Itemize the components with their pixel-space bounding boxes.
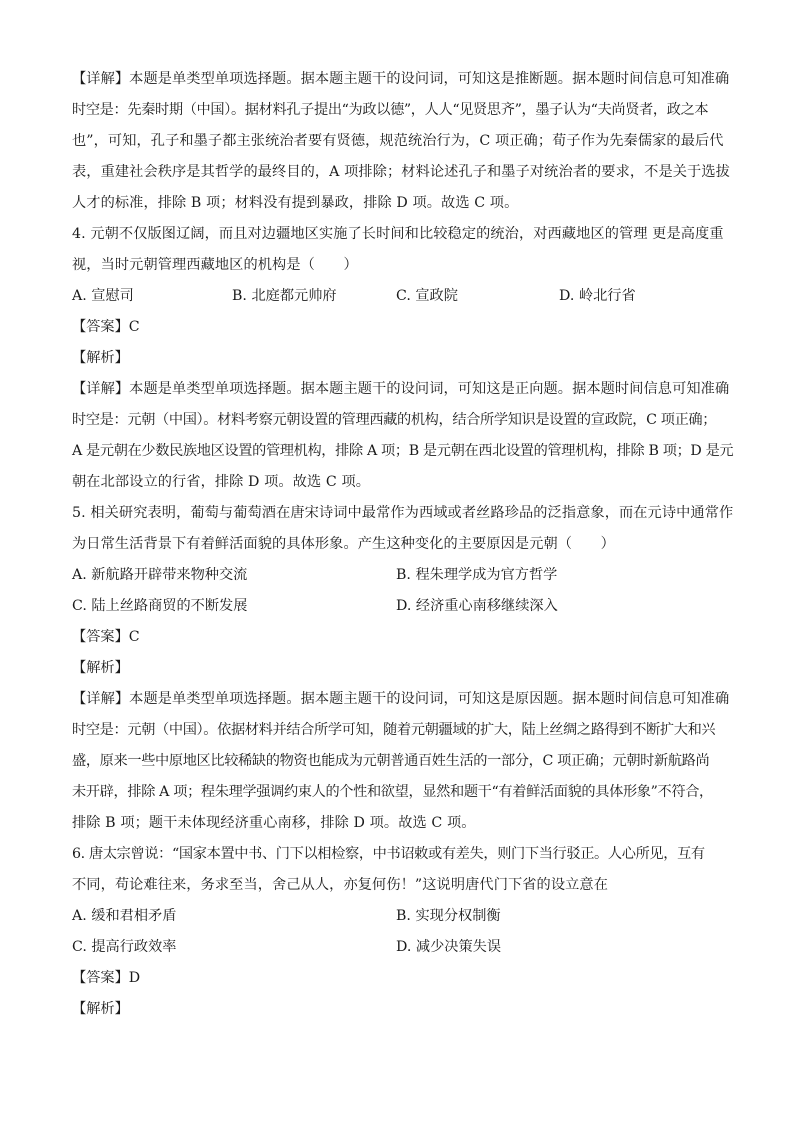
- paragraph-line: 人才的标准，排除 B 项；材料没有提到暴政，排除 D 项。故选 C 项。: [72, 195, 519, 211]
- paragraph-line: 也”，可知，孔子和墨子都主张统治者要有贤德，规范统治行为，C 项正确；荀子作为先秦儒家的最后代: [72, 133, 724, 149]
- option-c: C. 提高行政效率: [72, 939, 177, 955]
- question-stem: 6. 唐太宗曾说：“国家本置中书、门下以相检察，中书诏敕或有差失，则门下当行驳正。人心所见，互有: [72, 846, 705, 862]
- option-a: A. 宣慰司: [72, 288, 134, 304]
- paragraph-line: 【详解】本题是单类型单项选择题。据本题主题干的设问词，可知这是原因题。据本题时间信息可知准确: [72, 691, 730, 707]
- option-d: D. 经济重心南移继续深入: [396, 598, 558, 614]
- document-page: [72, 64, 732, 1025]
- option-b: B. 实现分权制衡: [396, 908, 501, 924]
- paragraph-line: 未开辟，排除 A 项；程朱理学强调约束人的个性和欲望，显然和题干“有着鲜活面貌的具体形象”不符合，: [72, 784, 713, 800]
- option-b: B. 北庭都元帅府: [232, 288, 337, 304]
- question-stem: 为日常生活背景下有着鲜活面貌的具体形象。产生这种变化的主要原因是元朝（ ）: [72, 536, 615, 552]
- options-row: [72, 932, 732, 963]
- options-row: [72, 591, 732, 622]
- paragraph-line: 盛，原来一些中原地区比较稀缺的物资也能成为元朝普通百姓生活的一部分，C 项正确；元朝时新航路尚: [72, 753, 710, 769]
- q3-analysis: [72, 64, 732, 219]
- answer-label: 【答案】C: [72, 629, 140, 645]
- question-stem: 视，当时元朝管理西藏地区的机构是（ ）: [72, 257, 358, 273]
- options-row: [72, 281, 732, 312]
- analysis-label: 【解析】: [72, 660, 129, 676]
- question-6: [72, 839, 732, 1025]
- analysis-label: 【解析】: [72, 1001, 129, 1017]
- option-b: B. 程朱理学成为官方哲学: [396, 567, 558, 583]
- paragraph-line: 朝在北部设立的行省，排除 D 项。故选 C 项。: [72, 474, 371, 490]
- question-stem: 5. 相关研究表明，葡萄与葡萄酒在唐宋诗词中最常作为西域或者丝路珍品的泛指意象，而在元诗中通常作: [72, 505, 734, 521]
- options-row: [72, 560, 732, 591]
- paragraph-line: 时空是：元朝（中国）。依据材料并结合所学可知，随着元朝疆域的扩大，陆上丝绸之路得到不断扩大和兴: [72, 722, 716, 738]
- option-c: C. 宣政院: [396, 288, 458, 304]
- paragraph-line: 排除 B 项；题干未体现经济重心南移，排除 D 项。故选 C 项。: [72, 815, 476, 831]
- question-stem: 不同，苟论难往来，务求至当，舍己从人，亦复何伤！”这说明唐代门下省的设立意在: [72, 877, 608, 893]
- option-c: C. 陆上丝路商贸的不断发展: [72, 598, 248, 614]
- paragraph-line: 时空是：元朝（中国）。材料考察元朝设置的管理西藏的机构，结合所学知识是设置的宣政院，C 项正确；: [72, 412, 717, 428]
- option-d: D. 减少决策失误: [396, 939, 502, 955]
- option-a: A. 缓和君相矛盾: [72, 908, 177, 924]
- analysis-label: 【解析】: [72, 350, 129, 366]
- options-row: [72, 901, 732, 932]
- option-a: A. 新航路开辟带来物种交流: [72, 567, 248, 583]
- answer-label: 【答案】C: [72, 319, 140, 335]
- question-4: [72, 219, 732, 498]
- paragraph-line: A 是元朝在少数民族地区设置的管理机构，排除 A 项；B 是元朝在西北设置的管理机构，排除 B 项；D 是元: [72, 443, 734, 459]
- option-d: D. 岭北行省: [559, 288, 636, 304]
- question-5: [72, 498, 732, 839]
- question-stem: 4. 元朝不仅版图辽阔，而且对边疆地区实施了长时间和比较稳定的统治，对西藏地区的管理 更是高度重: [72, 226, 724, 242]
- paragraph-line: 【详解】本题是单类型单项选择题。据本题主题干的设问词，可知这是正向题。据本题时间信息可知准确: [72, 381, 730, 397]
- answer-label: 【答案】D: [72, 970, 141, 986]
- paragraph-line: 时空是：先秦时期（中国）。据材料孔子提出“为政以德”，人人“见贤思齐”，墨子认为“夫尚贤者，政之本: [72, 102, 709, 118]
- paragraph-line: 表，重建社会秩序是其哲学的最终目的，A 项排除；材料论述孔子和墨子对统治者的要求，不是关于选拔: [72, 164, 730, 180]
- paragraph-line: 【详解】本题是单类型单项选择题。据本题主题干的设问词，可知这是推断题。据本题时间信息可知准确: [72, 71, 730, 87]
